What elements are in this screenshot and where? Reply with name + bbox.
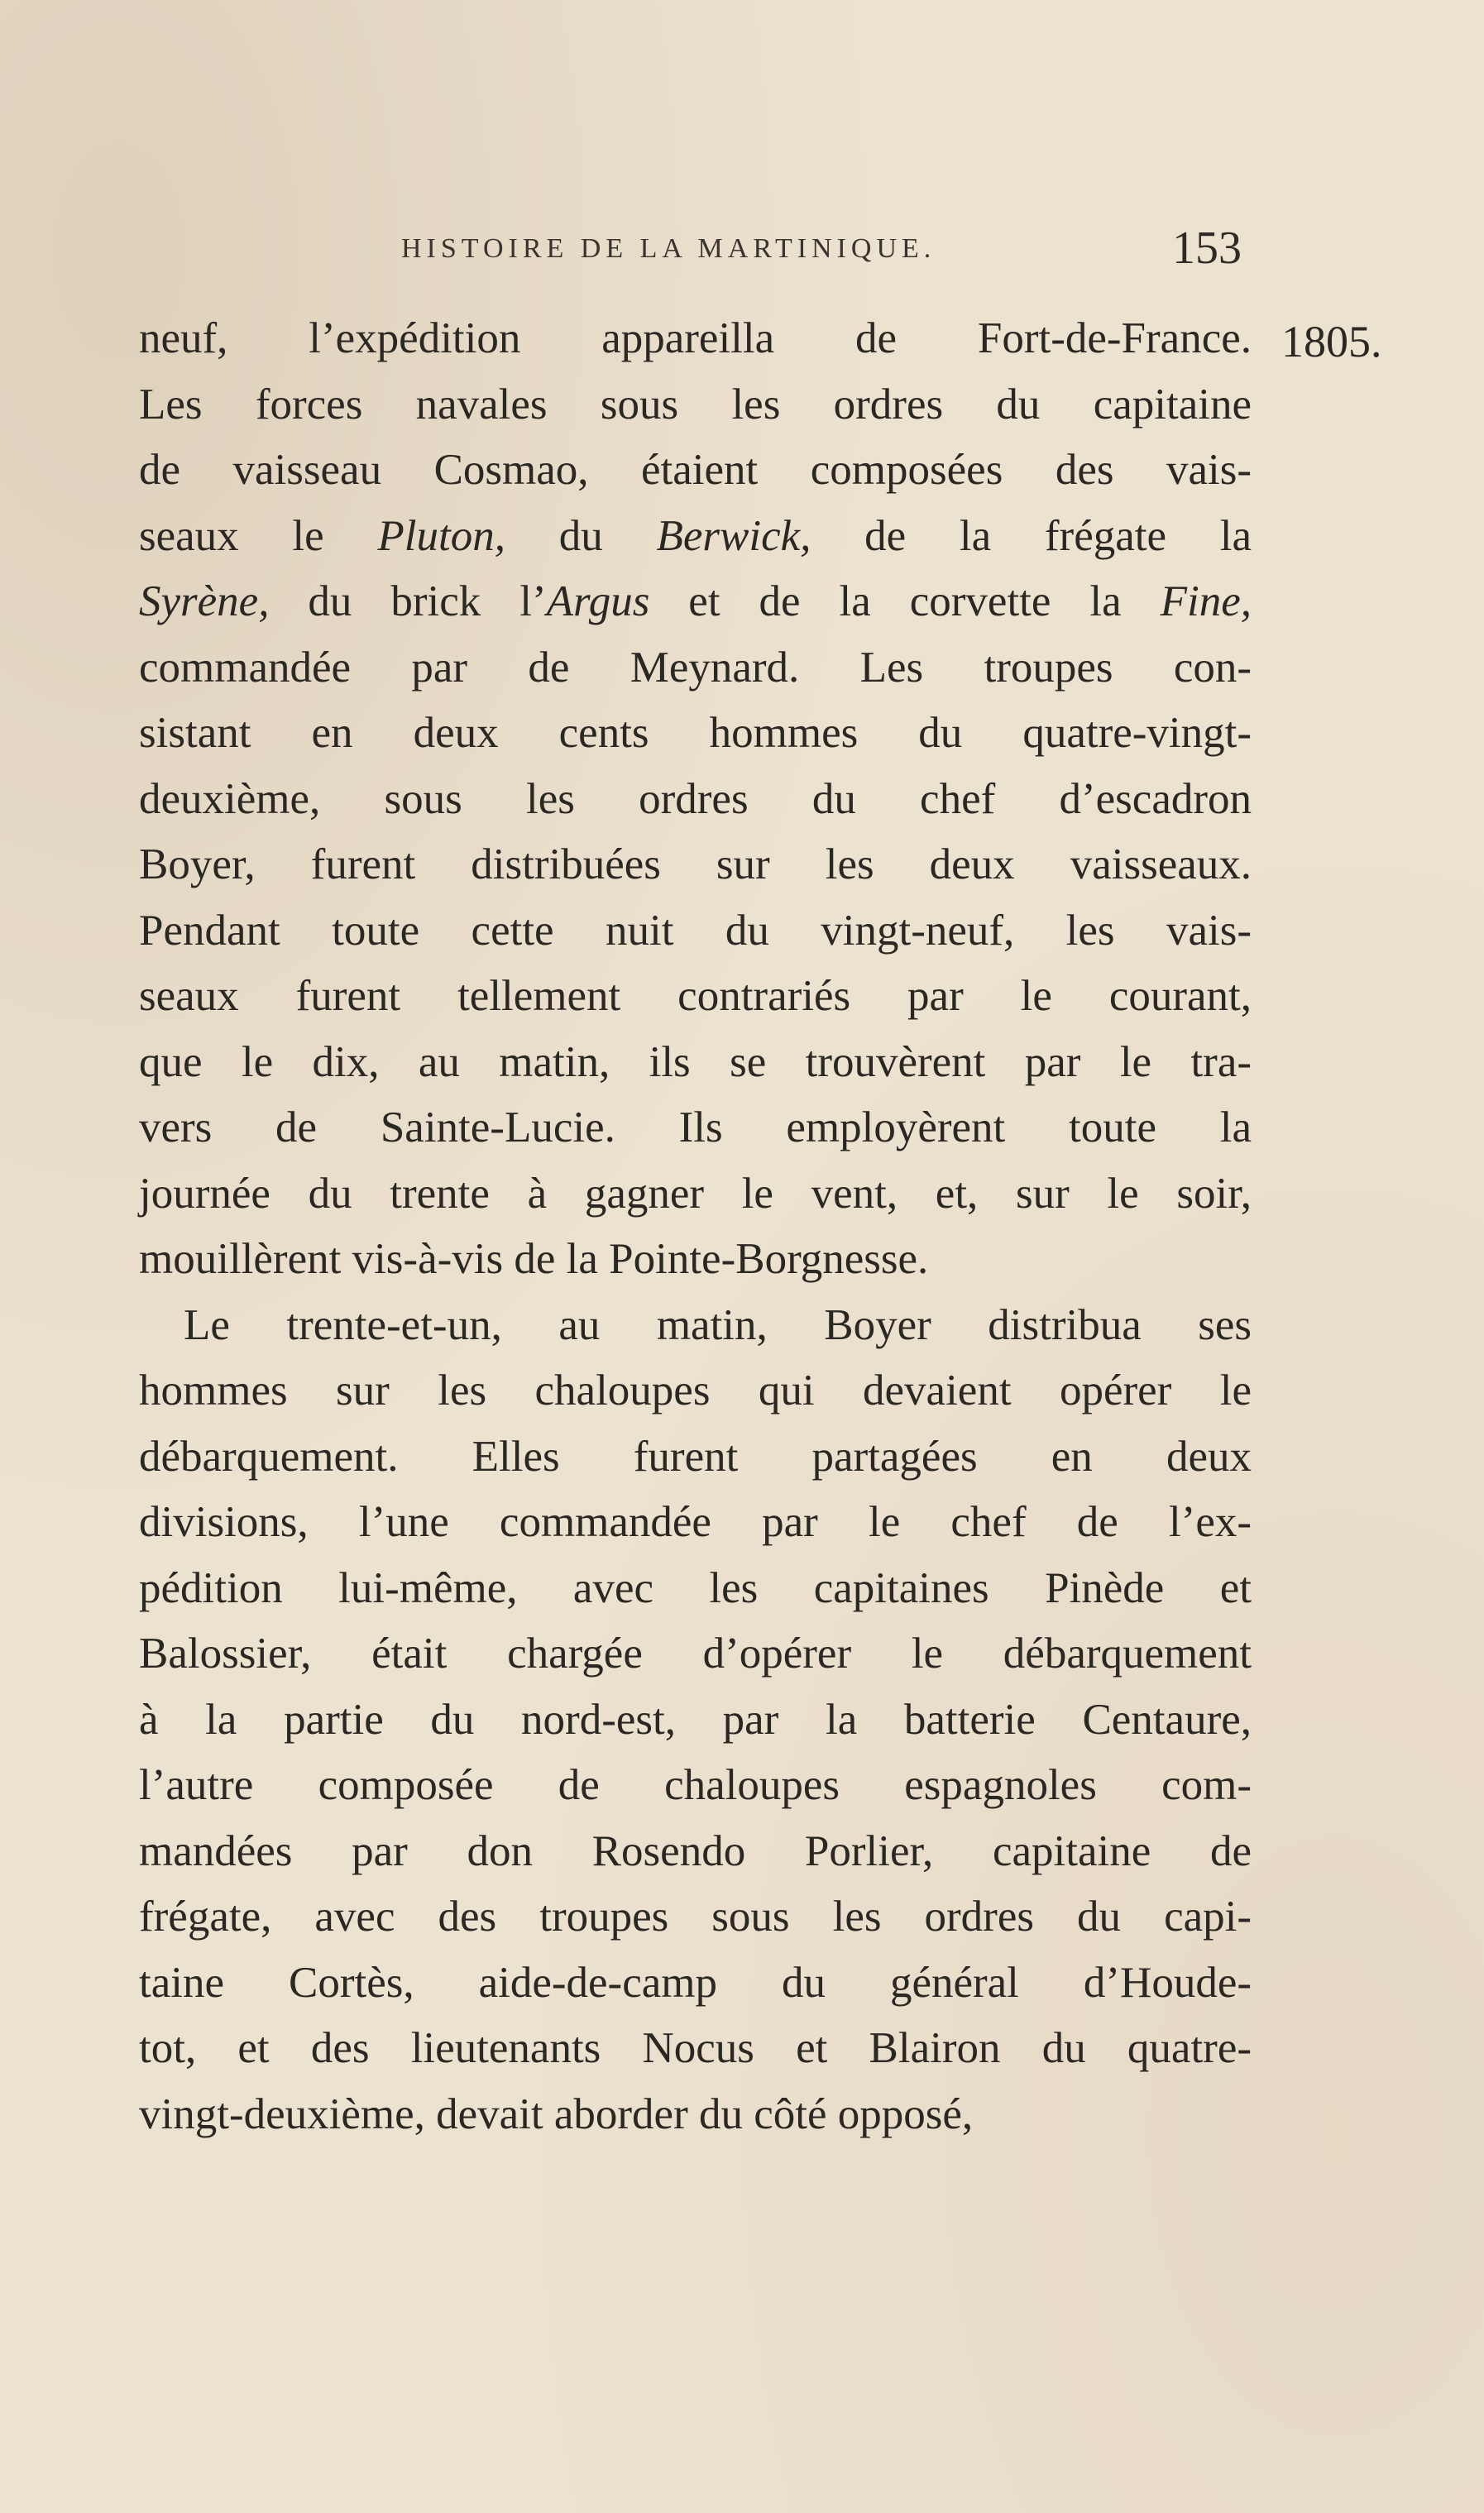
text-line (139, 1556, 1252, 1622)
text-run: neuf, l’expédition appareilla de Fort-de-France. (139, 314, 1252, 362)
text-run: de vaisseau Cosmao, étaient composées des vais- (139, 446, 1252, 494)
text-line (139, 504, 1252, 570)
text-line (139, 2082, 1252, 2148)
text-line (139, 701, 1252, 767)
body-text (139, 306, 1252, 2147)
text-run: commandée par de Meynard. Les troupes con- (139, 643, 1252, 692)
text-line (139, 1030, 1252, 1096)
italic-ship-name: Pluton, (377, 511, 505, 560)
text-run: Pendant toute cette nuit du vingt-neuf, les vais- (139, 906, 1252, 955)
italic-ship-name: Syrène, (139, 577, 270, 625)
text-run: seaux le (139, 511, 378, 560)
text-run: débarquement. Elles furent partagées en deux (139, 1432, 1252, 1481)
text-run: vers de Sainte-Lucie. Ils employèrent toute la (139, 1103, 1252, 1151)
text-run: sistant en deux cents hommes du quatre-vingt- (139, 709, 1252, 757)
text-run: du (505, 511, 657, 560)
text-line (139, 1621, 1252, 1687)
text-line (139, 1161, 1252, 1228)
text-line (139, 635, 1252, 701)
text-line (139, 1753, 1252, 1819)
text-line (139, 1687, 1252, 1754)
text-line (139, 898, 1252, 965)
page-number: 153 (1172, 223, 1242, 274)
text-line (139, 1227, 1252, 1293)
text-run: mouillèrent vis-à-vis de la Pointe-Borgnesse. (139, 1235, 929, 1283)
text-line (139, 1819, 1252, 1885)
text-run: du brick l’ (269, 577, 547, 625)
text-run: Balossier, était chargée d’opérer le débarquement (139, 1630, 1252, 1678)
text-line (139, 1293, 1252, 1359)
text-run: l’autre composée de chaloupes espagnoles com- (139, 1761, 1252, 1809)
text-line (139, 1095, 1252, 1161)
text-run: à la partie du nord-est, par la batterie Centaure, (139, 1695, 1252, 1744)
text-line (139, 964, 1252, 1030)
text-line (139, 1424, 1252, 1491)
text-run: hommes sur les chaloupes qui devaient opérer le (139, 1367, 1252, 1414)
running-title: HISTOIRE DE LA MARTINIQUE. (401, 233, 936, 264)
text-line (139, 767, 1252, 833)
text-run: divisions, l’une commandée par le chef de l’ex- (139, 1498, 1252, 1546)
text-run: Boyer, furent distribuées sur les deux vaisseaux. (139, 840, 1252, 888)
text-line (139, 1884, 1252, 1951)
text-run: seaux furent tellement contrariés par le courant, (139, 972, 1252, 1020)
text-run: deuxième, sous les ordres du chef d’escadron (139, 774, 1252, 823)
text-run: et de la corvette la (649, 577, 1161, 625)
text-run: journée du trente à gagner le vent, et, sur le soir, (139, 1169, 1252, 1218)
italic-ship-name: Fine, (1160, 577, 1252, 625)
text-run: pédition lui-même, avec les capitaines Pinède et (139, 1563, 1252, 1612)
text-run: vingt-deuxième, devait aborder du côté opposé, (139, 2089, 974, 2138)
text-run: de la frégate la (811, 511, 1252, 560)
text-line (139, 1490, 1252, 1556)
text-line (139, 372, 1252, 438)
text-line (139, 832, 1252, 898)
italic-ship-name: Berwick, (656, 511, 811, 560)
text-line (139, 1951, 1252, 2017)
text-run: Le trente-et-un, au matin, Boyer distribua ses (184, 1300, 1252, 1349)
text-run: Les forces navales sous les ordres du capitaine (139, 380, 1252, 428)
text-run: tot, et des lieutenants Nocus et Blairon du quatre- (139, 2024, 1252, 2072)
page-header (0, 222, 1484, 288)
margin-year-note: 1805. (1281, 317, 1382, 366)
italic-ship-name: Argus (546, 577, 650, 625)
text-run: taine Cortès, aide-de-camp du général d’Houde- (139, 1958, 1252, 2007)
text-run: frégate, avec des troupes sous les ordres du capi- (139, 1893, 1252, 1941)
text-line (139, 306, 1252, 372)
text-line (139, 1358, 1252, 1424)
text-line (139, 2016, 1252, 2082)
text-run: mandées par don Rosendo Porlier, capitaine de (139, 1826, 1252, 1875)
text-run: que le dix, au matin, ils se trouvèrent par le tra- (139, 1037, 1252, 1086)
text-line (139, 569, 1252, 635)
text-line (139, 438, 1252, 504)
